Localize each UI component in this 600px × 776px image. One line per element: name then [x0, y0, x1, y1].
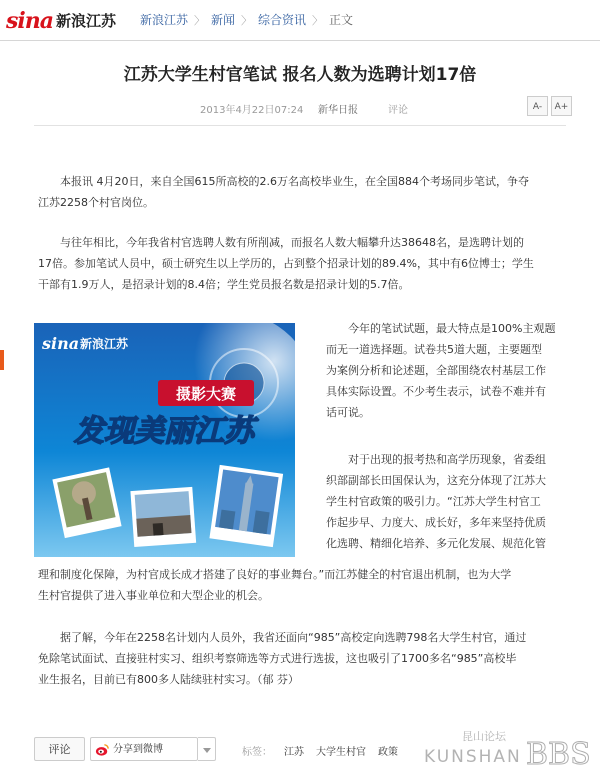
weibo-icon: [95, 742, 110, 757]
breadcrumb-separator: 〉: [194, 13, 206, 27]
paragraph-line: 作起步早、力度大、成长好，多年来坚持优质: [326, 516, 546, 529]
breadcrumb-separator: 〉: [312, 13, 324, 27]
paragraph-line: 生村官提供了进入事业单位和大型企业的机会。: [38, 589, 269, 602]
comment-link[interactable]: 评论: [388, 105, 408, 116]
paragraph-line: 织部副部长田国保认为，这充分体现了江苏大: [326, 474, 546, 487]
share-weibo-label: 分享到微博: [113, 744, 163, 755]
watermark-bbs: BBS: [526, 737, 591, 772]
tag-list: [242, 743, 398, 758]
article-paragraph: [326, 449, 566, 554]
paragraph-line: 化选聘、精细化培养、多元化发展、规范化管: [326, 537, 546, 550]
comment-button[interactable]: 评论: [34, 737, 85, 761]
publish-date: 2013年4月22日07:24: [200, 105, 304, 116]
paragraph-line: 免除笔试面试、直接驻村实习、组织考察筛选等方式进行选拔，这也吸引了1700多名“985”高校毕: [38, 652, 517, 665]
share-weibo-button[interactable]: [90, 737, 198, 761]
breadcrumb-item-jiangsu[interactable]: 新浪江苏: [140, 13, 189, 27]
paragraph-line: 今年的笔试试题，最大特点是100%主观题: [348, 322, 556, 335]
tag-item[interactable]: 政策: [378, 747, 398, 758]
paragraph-line: 干部有1.9万人，是招录计划的8.4倍；学生党员报名数是招录计划的5.7倍。: [38, 278, 410, 291]
font-decrease-button[interactable]: A-: [527, 96, 548, 116]
forum-watermark: [420, 724, 598, 772]
banner-site-name: 新浪江苏: [80, 337, 129, 351]
article-title: 江苏大学生村官笔试 报名人数为选聘计划17倍: [123, 65, 477, 85]
watermark-cn: 昆山论坛: [462, 730, 506, 743]
site-header: [0, 0, 600, 41]
breadcrumb: [140, 11, 353, 28]
paragraph-line: 而无一道选择题。试卷共5道大题，主要题型: [326, 343, 542, 356]
paragraph-line: 与往年相比，今年我省村官选聘人数有所削减，而报名人数大幅攀升达38648名，是选聘计划的: [60, 236, 524, 249]
title-divider: [34, 125, 566, 126]
sina-logo[interactable]: [6, 4, 116, 34]
photo-card-tower: [209, 465, 283, 547]
site-name: 新浪江苏: [56, 12, 117, 30]
breadcrumb-item-general[interactable]: 综合资讯: [258, 13, 307, 27]
sina-logo-text: sina: [6, 8, 53, 34]
photo-card-tree: [52, 467, 121, 538]
banner-sina-logo: sina: [42, 334, 80, 353]
breadcrumb-separator: 〉: [241, 13, 253, 27]
article-meta: [0, 101, 600, 117]
paragraph-line: 为案例分析和论述题，全部围绕农村基层工作: [326, 364, 546, 377]
font-increase-button[interactable]: A+: [551, 96, 572, 116]
paragraph-line: 据了解，今年在2258名计划内人员外，我省还面向“985”高校定向选聘798名大学生村官，通过: [60, 631, 527, 644]
paragraph-line: 话可说。: [326, 406, 370, 419]
paragraph-line: 具体实际设置。不少考生表示，试卷不难并有: [326, 385, 546, 398]
watermark-en: KUNSHAN: [424, 747, 522, 767]
article-paragraph: [326, 318, 566, 423]
tags-label: 标签：: [242, 747, 272, 758]
tag-item[interactable]: 大学生村官: [316, 747, 366, 758]
breadcrumb-item-news[interactable]: 新闻: [211, 13, 236, 27]
paragraph-line: 本报讯 4月20日，来自全国615所高校的2.6万名高校毕业生，在全国884个考场同步笔试，争夺: [60, 175, 529, 188]
banner-headline: 发现美丽江苏: [74, 414, 254, 449]
article-paragraph: [38, 232, 564, 295]
side-float-tab[interactable]: [0, 350, 4, 370]
article-source[interactable]: 新华日报: [318, 105, 358, 116]
article-paragraph: [38, 627, 564, 690]
paragraph-line: 学生村官政策的吸引力。“江苏大学生村官工: [326, 495, 541, 508]
chevron-down-icon: [198, 738, 216, 762]
paragraph-line: 业生报名，目前已有800多人陆续驻村实习。（郁 芬）: [38, 673, 299, 686]
paragraph-line: 17倍。参加笔试人员中，硕士研究生以上学历的，占到整个招录计划的89.4%，其中有6位博士；学生: [38, 257, 534, 270]
photo-card-citywall: [130, 487, 196, 547]
article-paragraph: [38, 171, 564, 213]
paragraph-line: 江苏2258个村官岗位。: [38, 196, 154, 209]
paragraph-line: 理和制度化保障，为村官成长成才搭建了良好的事业舞台。”而江苏健全的村官退出机制，也为大学: [38, 568, 512, 581]
promo-banner-image[interactable]: [34, 323, 295, 557]
tag-item[interactable]: 江苏: [284, 747, 304, 758]
contest-badge-text: 摄影大赛: [175, 385, 237, 403]
article-paragraph: [38, 564, 564, 606]
share-more-button[interactable]: [198, 737, 216, 761]
breadcrumb-item-current: 正文: [329, 13, 354, 27]
paragraph-line: 对于出现的报考热和高学历现象，省委组: [348, 453, 546, 466]
